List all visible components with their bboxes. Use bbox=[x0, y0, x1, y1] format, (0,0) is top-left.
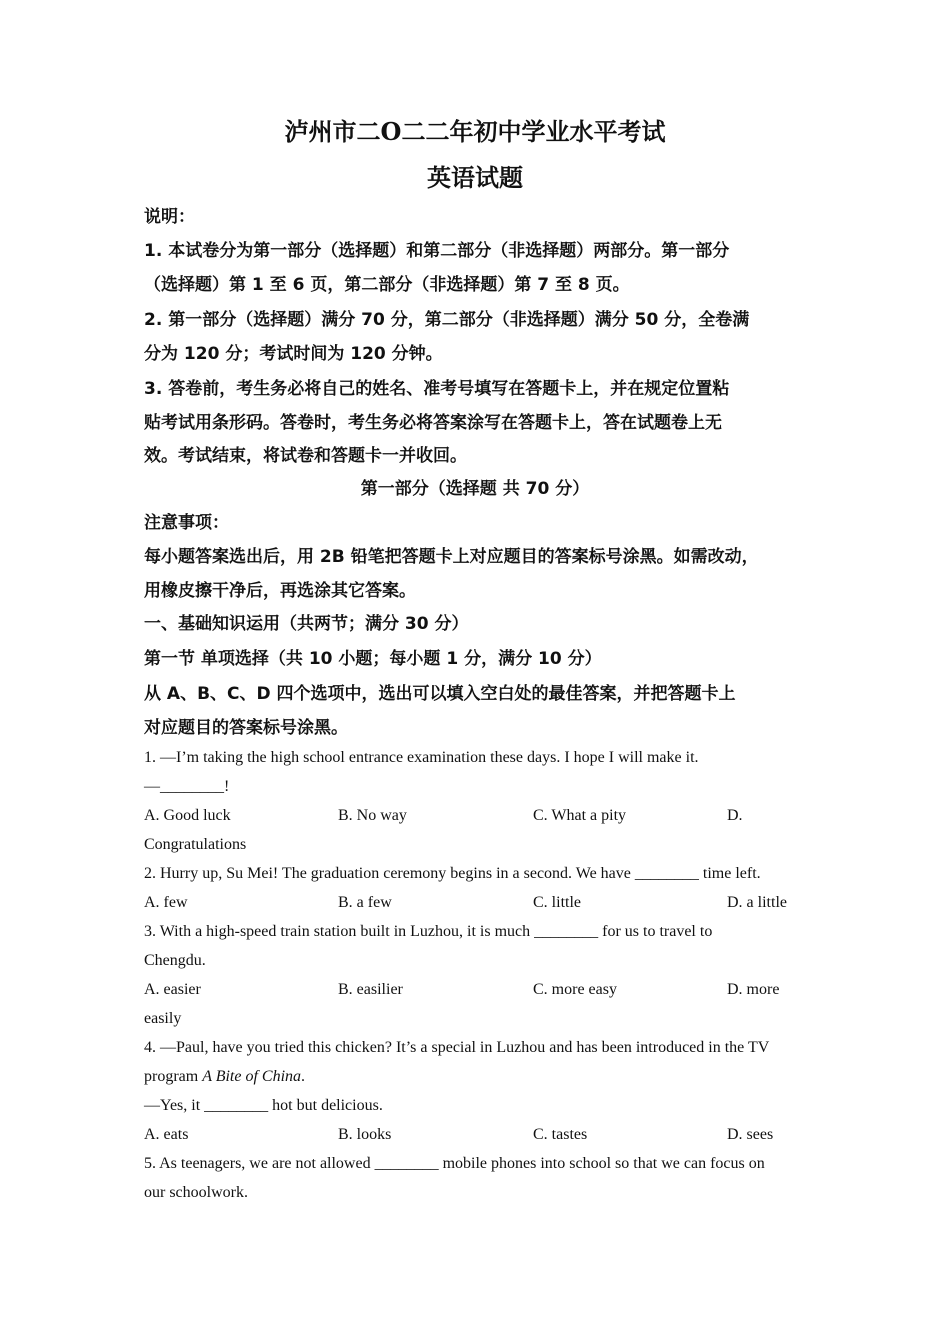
question-2-option-d: D. a little bbox=[727, 894, 787, 911]
part1-heading: 第一部分（选择题 共 70 分） bbox=[360, 479, 590, 499]
note-1-line-1: 1. 本试卷分为第一部分（选择题）和第二部分（非选择题）两部分。第一部分 bbox=[144, 241, 730, 261]
note-3-line-3: 效。考试结束，将试卷和答题卡一并收回。 bbox=[144, 446, 467, 466]
note-2-line-1: 2. 第一部分（选择题）满分 70 分，第二部分（非选择题）满分 50 分，全卷满 bbox=[144, 310, 750, 330]
question-1-option-b: B. No way bbox=[338, 807, 407, 824]
question-3-stem-continued: Chengdu. bbox=[144, 952, 206, 969]
section-heading: 一、基础知识运用（共两节；满分 30 分） bbox=[144, 614, 469, 634]
question-1-options bbox=[144, 801, 824, 830]
question-5-stem: 5. As teenagers, we are not allowed ________ mobile phones into school so that we can focus on bbox=[144, 1155, 765, 1172]
question-4-stem-continued bbox=[144, 1062, 305, 1091]
question-3-option-d: D. more bbox=[727, 981, 780, 998]
question-3-option-c: C. more easy bbox=[533, 981, 617, 998]
question-1-option-c: C. What a pity bbox=[533, 807, 627, 824]
attention-heading: 注意事项： bbox=[144, 513, 229, 533]
question-4-program-suffix: . bbox=[301, 1068, 306, 1085]
attention-line-1: 每小题答案选出后，用 2B 铅笔把答题卡上对应题目的答案标号涂黑。如需改动， bbox=[144, 547, 759, 567]
exam-title: 泸州市二O二二年初中学业水平考试 bbox=[284, 117, 666, 146]
question-4-option-b: B. looks bbox=[338, 1126, 392, 1143]
question-1-option-d: D. bbox=[727, 807, 743, 824]
question-4-options bbox=[144, 1120, 824, 1149]
instruction-line-1: 从 A、B、C、D 四个选项中，选出可以填入空白处的最佳答案，并把答题卡上 bbox=[144, 684, 736, 704]
note-2-line-2: 分为 120 分；考试时间为 120 分钟。 bbox=[144, 344, 443, 364]
question-4-stem: 4. —Paul, have you tried this chicken? It’s a special in Luzhou and has been introduced in the TV bbox=[144, 1039, 770, 1056]
question-4-option-a: A. eats bbox=[144, 1126, 189, 1143]
question-3-option-b: B. easilier bbox=[338, 981, 403, 998]
exam-subject-title: 英语试题 bbox=[427, 163, 523, 192]
question-3-option-d-continued: easily bbox=[144, 1010, 182, 1027]
note-3-line-2: 贴考试用条形码。答卷时，考生务必将答案涂写在答题卡上，答在试题卷上无 bbox=[144, 413, 722, 433]
question-2-options bbox=[144, 888, 824, 917]
question-3-option-a: A. easier bbox=[144, 981, 201, 998]
note-3-line-1: 3. 答卷前，考生务必将自己的姓名、准考号填写在答题卡上，并在规定位置粘 bbox=[144, 379, 730, 399]
question-2-option-a: A. few bbox=[144, 894, 188, 911]
note-1-line-2: （选择题）第 1 至 6 页，第二部分（非选择题）第 7 至 8 页。 bbox=[144, 275, 630, 295]
subsection-heading: 第一节 单项选择（共 10 小题；每小题 1 分，满分 10 分） bbox=[144, 649, 602, 669]
attention-line-2: 用橡皮擦干净后，再选涂其它答案。 bbox=[144, 581, 416, 601]
question-4-program-title: A Bite of China bbox=[202, 1068, 302, 1085]
question-2-option-b: B. a few bbox=[338, 894, 392, 911]
instruction-line-2: 对应题目的答案标号涂黑。 bbox=[144, 718, 348, 738]
question-4-option-c: C. tastes bbox=[533, 1126, 588, 1143]
question-1-answer-blank: —________! bbox=[144, 778, 230, 795]
question-2-option-c: C. little bbox=[533, 894, 581, 911]
question-2-stem: 2. Hurry up, Su Mei! The graduation ceremony begins in a second. We have ________ time left. bbox=[144, 865, 761, 882]
question-4-program-prefix: program bbox=[144, 1068, 203, 1085]
question-3-options bbox=[144, 975, 824, 1004]
question-1-option-a: A. Good luck bbox=[144, 807, 231, 824]
question-3-stem: 3. With a high-speed train station built in Luzhou, it is much ________ for us to travel to bbox=[144, 923, 713, 940]
question-5-stem-continued: our schoolwork. bbox=[144, 1184, 248, 1201]
question-1-option-d-continued: Congratulations bbox=[144, 836, 247, 853]
question-4-option-d: D. sees bbox=[727, 1126, 774, 1143]
question-4-reply: —Yes, it ________ hot but delicious. bbox=[144, 1097, 383, 1114]
question-1-stem: 1. —I’m taking the high school entrance examination these days. I hope I will make it. bbox=[144, 749, 699, 766]
notes-heading: 说明： bbox=[144, 207, 195, 227]
